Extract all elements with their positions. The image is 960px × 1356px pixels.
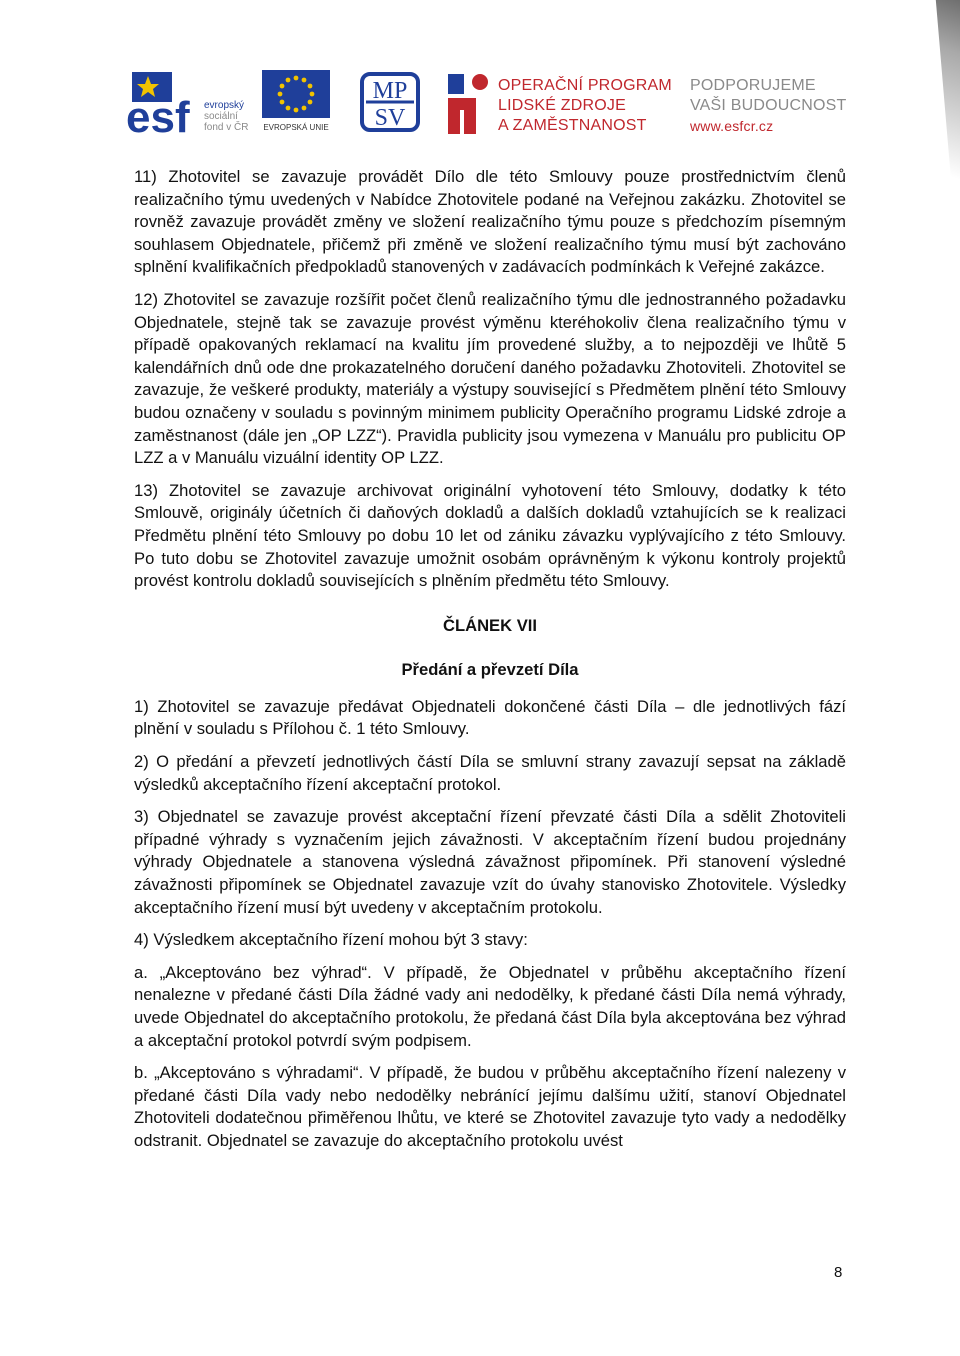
article-paragraph-3: 3) Objednatel se zavazuje provést akceptační řízení převzaté části Díla a sdělit Zhotoviteli případné výhrady s vyznačením jejich závažnosti. V akceptačním řízení budou projednány výhrady Objednatele a stanovena výsledná závažnost připomínek. Při stanovení výsledné závažnosti připomínek se Objednatel zavazuje vzít do úvahy stanovisko Zhotovitele. Výsledky akceptačního řízení musí být uvedeny v akceptačním protokolu. xyxy=(134,807,846,917)
slogan-line-2: VAŠI BUDOUCNOST xyxy=(690,97,847,114)
article-title: ČLÁNEK VII xyxy=(442,615,538,635)
mpsv-text-bottom: SV xyxy=(374,105,406,131)
page-number: 8 xyxy=(834,1264,843,1281)
mpsv-text-top: MP xyxy=(372,78,408,104)
op-line-1: OPERAČNÍ PROGRAM xyxy=(498,77,672,94)
article-subtitle: Předání a převzetí Díla xyxy=(401,660,579,680)
eu-text: EVROPSKÁ UNIE xyxy=(263,123,329,132)
slogan-line-1: PODPORUJEME xyxy=(690,77,816,94)
article-paragraph-1: 1) Zhotovitel se zavazuje předávat Objednateli dokončené části Díla – dle jednotlivých fází plnění v souladu s Přílohou č. 1 této Smlouvy. xyxy=(134,696,846,739)
eu-flag-logo xyxy=(260,68,332,132)
slogan xyxy=(690,76,847,136)
paragraph-11: 11) Zhotovitel se zavazuje provádět Dílo dle této Smlouvy pouze prostřednictvím členů realizačního týmu uvedených v Nabídce Zhotovitele podané na Veřejnou zakázku. Zhotovitel se rovněž zavazuje provádět změny ve složení realizačního týmu pouze s předchozím písemným souhlasem Objednatele, přičemž při změně ve složení realizačního týmu musí být zachováno splnění kvalifikačních předpokladů stanovených v zadávacích podmínkách k Veřejné zakázce. xyxy=(134,167,846,277)
op-program-name xyxy=(498,76,672,136)
article-paragraph-4: 4) Výsledkem akceptačního řízení mohou být 3 stavy: xyxy=(134,930,528,950)
esf-url-link[interactable]: www.esfcr.cz xyxy=(690,118,774,134)
svg-text:esf: esf xyxy=(126,93,190,136)
esf-logo xyxy=(124,68,254,136)
article-paragraph-4b: b. „Akceptováno s výhradami“. V případě, že budou v průběhu akceptačního řízení nalezeny v předané části Díla vady nebo nedodělky nebránící jejímu dalšímu užití, stanoví Objednatel Zhotoviteli dodatečnou přiměřenou lhůtu, ve které se Zhotovitel zavazuje tyto vady a nedodělky odstranit. Objednatel se zavazuje do akceptačního protokolu uvést xyxy=(134,1063,846,1150)
article-paragraph-2: 2) O předání a převzetí jednotlivých částí Díla se smluvní strany zavazují sepsat na základě výsledků akceptačního řízení akceptační protokol. xyxy=(134,752,846,794)
mpsv-logo xyxy=(360,72,420,132)
op-line-2: LIDSKÉ ZDROJE xyxy=(498,97,626,114)
article-paragraph-4a: a. „Akceptováno bez výhrad“. V případě, že Objednatel v průběhu akceptačního řízení nenalezne v předané části Díla žádné vady ani nedodělky, k předané části Díla nemá výhrady, uvede Objednatel do akceptačního protokolu, že předaná část Díla byla akceptována bez výhrad a akceptační protokol potvrdí svým podpisem. xyxy=(134,962,846,1050)
op-lzz-mark xyxy=(446,72,490,136)
esf-text-2: sociální xyxy=(204,111,238,122)
scan-edge-shadow xyxy=(850,0,960,260)
paragraph-12: 12) Zhotovitel se zavazuje rozšířit počet členů realizačního týmu dle jednostranného požadavku Objednatele, stejně tak se zavazuje provést výměnu kteréhokoliv člena realizačního týmu v případě opakovaných reklamací na kvalitu jím provedené služby, a to nejpozději ve lhůtě 5 kalendářních dnů ode dne prokazatelného doručení daného požadavku Zhotoviteli. Zhotovitel se zavazuje, že veškeré produkty, materiály a výstupy související s Předmětem plnění této Smlouvy budou označeny v souladu s povinným minimem publicity Operačního programu Lidské zdroje a zaměstnanost (dále jen „OP LZZ“). Pravidla publicity jsou vymezena v Manuálu pro publicitu OP LZZ a v Manuálu vizuální identity OP LZZ. xyxy=(134,289,846,468)
document-body xyxy=(134,166,846,1163)
document-header xyxy=(124,68,847,140)
esf-text-3: fond v ČR xyxy=(204,122,249,133)
esf-text-1: evropský xyxy=(204,100,245,111)
paragraph-13: 13) Zhotovitel se zavazuje archivovat originální vyhotovení této Smlouvy, dodatky k této Smlouvě, originály účetních či daňových dokladů a dalších dokladů vztahujících se k realizaci Předmětu plnění této Smlouvy po dobu 10 let od zániku závazku vyplývajícího z této Smlouvy. Po tuto dobu se Zhotovitel zavazuje umožnit osobám oprávněným k výkonu kontroly projektů provést kontrolu dokladů souvisejících s plněním předmětu této Smlouvy. xyxy=(134,480,846,591)
op-line-3: A ZAMĚSTNANOST xyxy=(498,117,647,134)
